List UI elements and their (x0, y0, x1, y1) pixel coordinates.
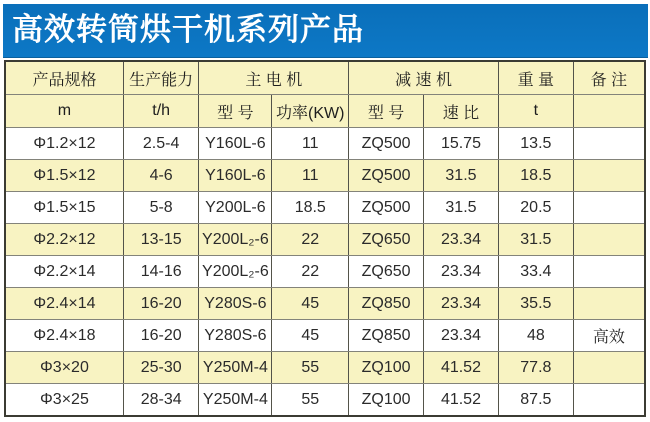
subheader-weight-unit: t (498, 95, 573, 128)
table-cell: ZQ500 (349, 192, 424, 224)
table-cell: 23.34 (424, 224, 499, 256)
table-cell: 11 (272, 160, 349, 192)
table-row (5, 128, 645, 160)
col-header-product-spec: 产品规格 (5, 61, 123, 95)
table-cell: ZQ650 (349, 256, 424, 288)
table-row (5, 192, 645, 224)
table-cell: Φ2.2×14 (5, 256, 123, 288)
header-row-sub (5, 95, 645, 128)
table-cell: Φ2.2×12 (5, 224, 123, 256)
table-cell: 33.4 (498, 256, 573, 288)
table-cell (573, 224, 645, 256)
table-cell: Φ3×25 (5, 384, 123, 417)
table-cell: 31.5 (498, 224, 573, 256)
table-cell: 2.5-4 (123, 128, 199, 160)
subheader-capacity-unit: t/h (123, 95, 199, 128)
table-cell: ZQ100 (349, 352, 424, 384)
table-cell: Y200L-6 (199, 192, 272, 224)
table-cell: 13-15 (123, 224, 199, 256)
table-cell: 4-6 (123, 160, 199, 192)
header-row-top (5, 61, 645, 95)
table-cell: 20.5 (498, 192, 573, 224)
table-row (5, 288, 645, 320)
table-cell: 28-34 (123, 384, 199, 417)
subheader-remarks-blank (573, 95, 645, 128)
table-row (5, 352, 645, 384)
table-cell: Y160L-6 (199, 128, 272, 160)
table-cell: ZQ850 (349, 288, 424, 320)
table-header (5, 61, 645, 128)
table-row (5, 320, 645, 352)
subheader-motor-model: 型 号 (199, 95, 272, 128)
table-cell: 18.5 (498, 160, 573, 192)
subheader-speed-ratio: 速 比 (424, 95, 499, 128)
table-cell: 18.5 (272, 192, 349, 224)
table-cell: Y250M-4 (199, 352, 272, 384)
table-cell (573, 384, 645, 417)
table-cell: Φ1.2×12 (5, 128, 123, 160)
subheader-motor-power: 功率(KW) (272, 95, 349, 128)
table-cell: 45 (272, 288, 349, 320)
table-row (5, 160, 645, 192)
table-cell: 22 (272, 224, 349, 256)
table-cell: Y280S-6 (199, 288, 272, 320)
table-cell: 31.5 (424, 160, 499, 192)
table-cell: ZQ500 (349, 128, 424, 160)
table-cell: 25-30 (123, 352, 199, 384)
table-cell: Φ1.5×12 (5, 160, 123, 192)
col-header-weight: 重 量 (498, 61, 573, 95)
subheader-reducer-model: 型 号 (349, 95, 424, 128)
table-cell: 87.5 (498, 384, 573, 417)
table-cell: 55 (272, 352, 349, 384)
table-cell: Y250M-4 (199, 384, 272, 417)
table-cell: 77.8 (498, 352, 573, 384)
table-cell: 41.52 (424, 384, 499, 417)
table-cell: Y200L₂-6 (199, 256, 272, 288)
table-cell (573, 256, 645, 288)
col-header-main-motor: 主 电 机 (199, 61, 349, 95)
table-cell: 13.5 (498, 128, 573, 160)
product-spec-table (4, 60, 646, 417)
table-cell (573, 192, 645, 224)
table-cell: 48 (498, 320, 573, 352)
table-cell: 高效 (573, 320, 645, 352)
table-cell: ZQ650 (349, 224, 424, 256)
table-cell (573, 352, 645, 384)
table-cell (573, 128, 645, 160)
table-cell: 23.34 (424, 320, 499, 352)
table-cell: Y280S-6 (199, 320, 272, 352)
table-cell: 16-20 (123, 320, 199, 352)
table-row (5, 256, 645, 288)
table-row (5, 224, 645, 256)
title-bar (3, 4, 648, 58)
table-cell: ZQ850 (349, 320, 424, 352)
table-cell: 11 (272, 128, 349, 160)
table-cell: ZQ500 (349, 160, 424, 192)
table-cell: 55 (272, 384, 349, 417)
table-body (5, 128, 645, 417)
table-cell: 45 (272, 320, 349, 352)
table-row (5, 384, 645, 417)
table-cell: 23.34 (424, 256, 499, 288)
table-cell: Y160L-6 (199, 160, 272, 192)
table-cell (573, 160, 645, 192)
page-title: 高效转筒烘干机系列产品 (12, 12, 364, 47)
table-cell: Φ2.4×18 (5, 320, 123, 352)
table-cell: 16-20 (123, 288, 199, 320)
table-cell: Φ3×20 (5, 352, 123, 384)
table-cell: 31.5 (424, 192, 499, 224)
table-cell: Φ2.4×14 (5, 288, 123, 320)
table-cell: 14-16 (123, 256, 199, 288)
table-cell: 22 (272, 256, 349, 288)
table-cell: 15.75 (424, 128, 499, 160)
table-cell: 23.34 (424, 288, 499, 320)
col-header-reducer: 减 速 机 (349, 61, 499, 95)
table-cell: ZQ100 (349, 384, 424, 417)
table-cell: Y200L₂-6 (199, 224, 272, 256)
subheader-spec-unit: m (5, 95, 123, 128)
col-header-capacity: 生产能力 (123, 61, 199, 95)
table-cell: 35.5 (498, 288, 573, 320)
table-cell: 5-8 (123, 192, 199, 224)
table-cell: Φ1.5×15 (5, 192, 123, 224)
table-cell (573, 288, 645, 320)
table-cell: 41.52 (424, 352, 499, 384)
col-header-remarks: 备 注 (573, 61, 645, 95)
